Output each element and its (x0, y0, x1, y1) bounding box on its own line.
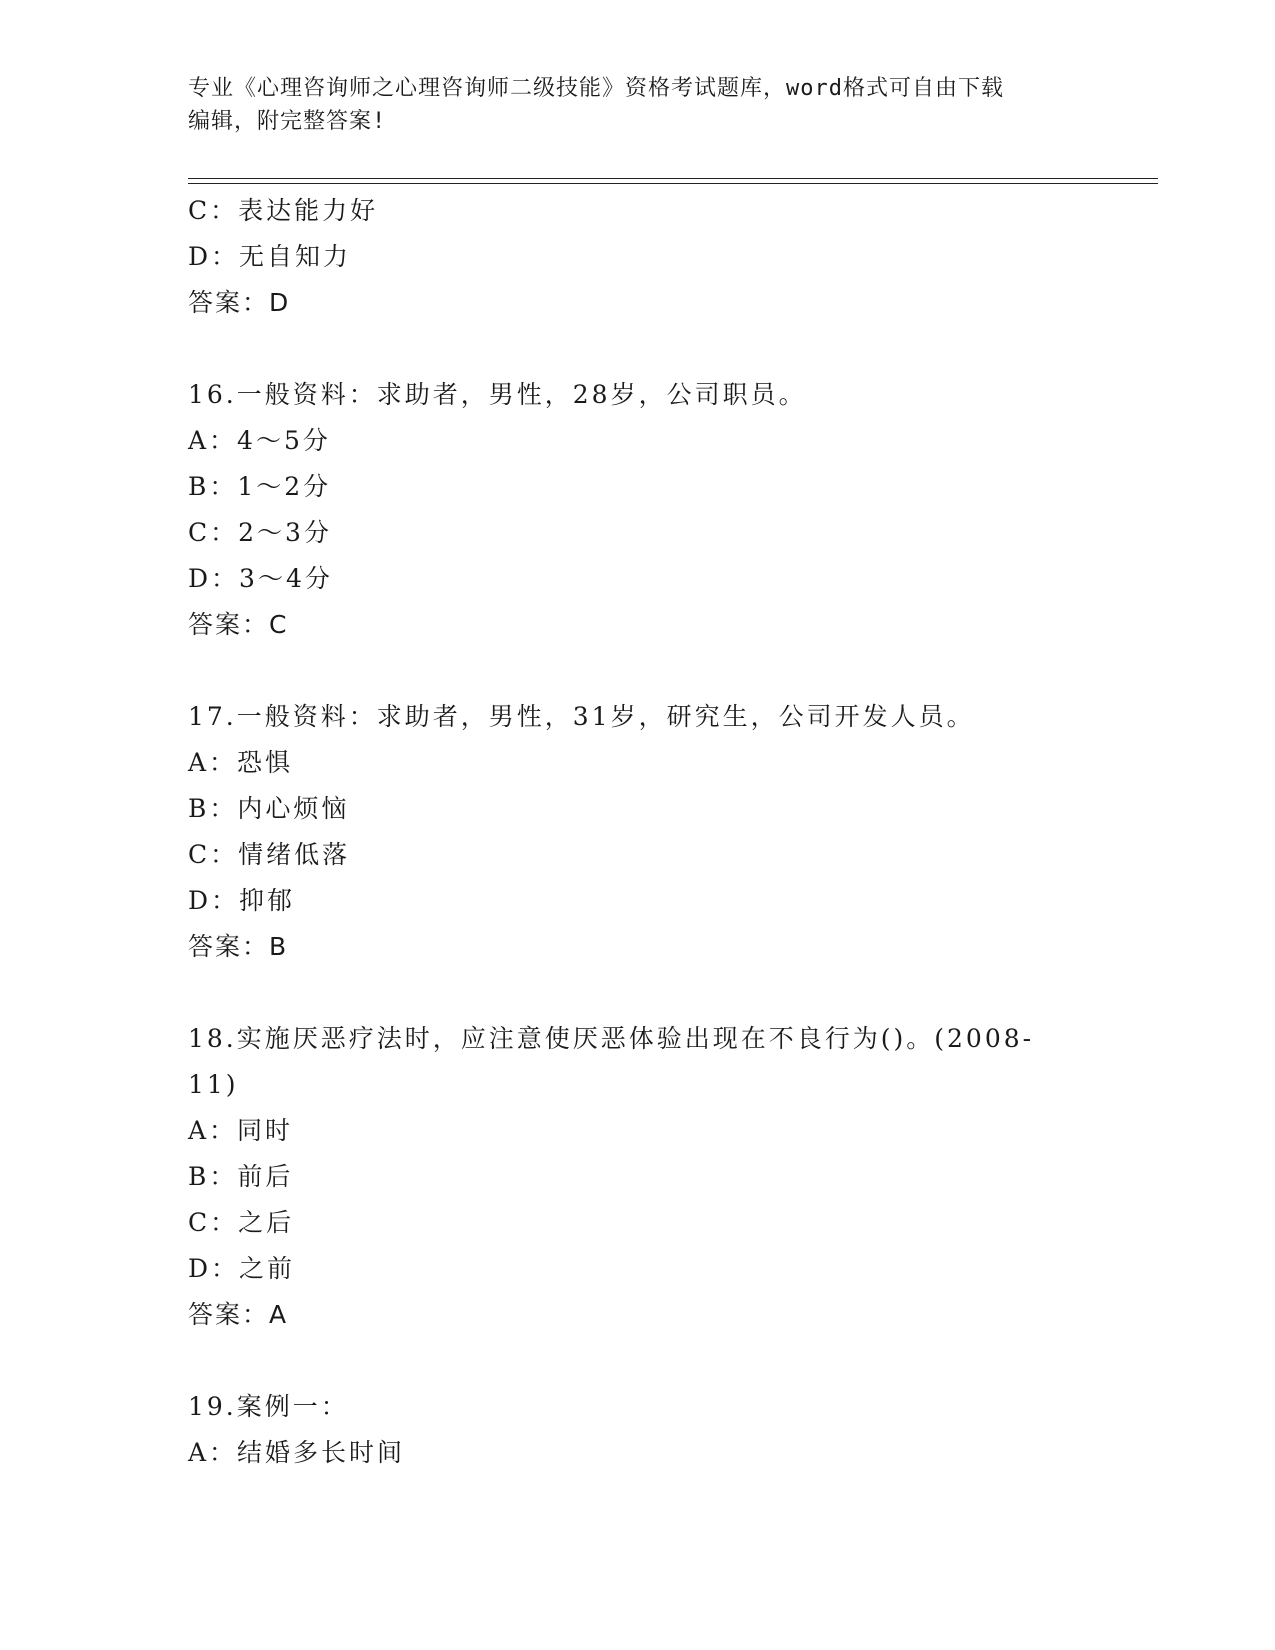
question-stem-18-line-1: 18.实施厌恶疗法时，应注意使厌恶体验出现在不良行为()。(2008- (188, 1024, 1035, 1053)
option-a: A：恐惧 (188, 748, 294, 777)
option-c: C：2～3分 (188, 518, 332, 547)
header-divider-bottom (188, 183, 1158, 184)
option-b: B：内心烦恼 (188, 794, 350, 823)
question-list (188, 188, 1088, 1476)
option-c: C：情绪低落 (188, 840, 351, 869)
option-b: B：1～2分 (188, 472, 332, 501)
answer-line: 答案：C (188, 610, 289, 639)
option-a: A：同时 (188, 1116, 294, 1145)
answer-line: 答案：B (188, 932, 289, 961)
question-stem-19: 19.案例一： (188, 1392, 349, 1421)
answer-line: 答案：D (188, 288, 291, 317)
option-d: D：之前 (188, 1254, 296, 1283)
question-stem-18-line-2: 11) (188, 1070, 239, 1099)
option-c: C：表达能力好 (188, 196, 379, 225)
option-c: C：之后 (188, 1208, 295, 1237)
option-d: D：无自知力 (188, 242, 352, 271)
option-a: A：结婚多长时间 (188, 1438, 406, 1467)
header-line-1: 专业《心理咨询师之心理咨询师二级技能》资格考试题库，word格式可自由下载 (188, 76, 1004, 101)
answer-line: 答案：A (188, 1300, 289, 1329)
question-stem-17: 17.一般资料：求助者，男性，31岁，研究生，公司开发人员。 (188, 702, 975, 731)
option-d: D：3～4分 (188, 564, 333, 593)
option-d: D：抑郁 (188, 886, 296, 915)
page-header (188, 72, 1088, 138)
header-line-2: 编辑，附完整答案! (188, 109, 387, 134)
option-a: A：4～5分 (188, 426, 331, 455)
question-stem-16: 16.一般资料：求助者，男性，28岁，公司职员。 (188, 380, 807, 409)
option-b: B：前后 (188, 1162, 294, 1191)
header-divider-top (188, 178, 1158, 179)
